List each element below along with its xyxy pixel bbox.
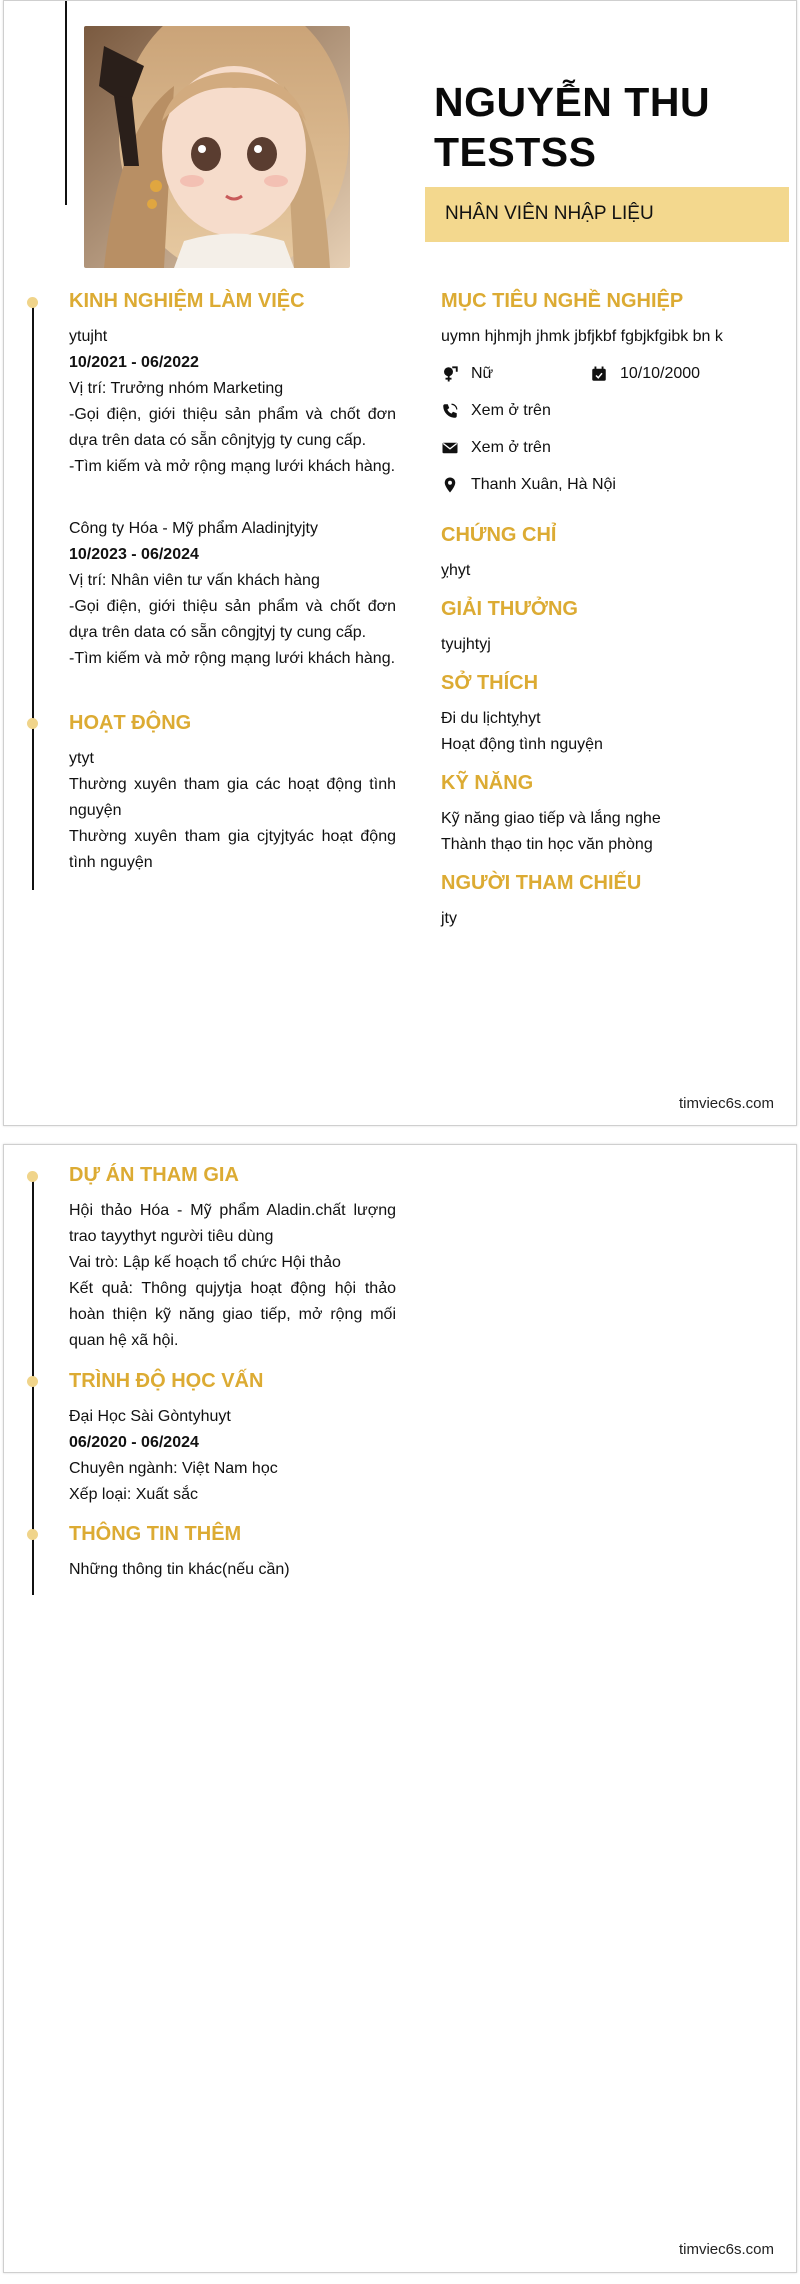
job-desc-line: -Tìm kiếm và mở rộng mạng lưới khách hàng.: [69, 650, 396, 667]
gender-value: Nữ: [471, 365, 494, 382]
skills-content: [441, 806, 781, 858]
footer-site: timviec6s.com: [678, 2241, 774, 2258]
birthday-value: 10/10/2000: [620, 365, 701, 382]
activity-line: Thường xuyên tham gia cjtyjtyác hoạt động tình nguyện: [69, 828, 396, 871]
education-content: [69, 1404, 396, 1508]
hobbies-heading: SỞ THÍCH: [441, 672, 539, 694]
company: ytujht: [69, 328, 108, 345]
email-icon: [441, 439, 459, 457]
extra-heading: THÔNG TIN THÊM: [69, 1523, 242, 1545]
references-heading: NGƯỜI THAM CHIẾU: [441, 872, 642, 894]
hobby-line: Hoạt động tình nguyện: [441, 736, 603, 753]
extra-text: Những thông tin khác(nếu cần): [69, 1561, 290, 1578]
footer-site: timviec6s.com: [678, 1095, 774, 1112]
candidate-name: NGUYỄN THU TESTSS: [434, 79, 711, 175]
cv-page-1: [3, 0, 797, 1126]
skill-line: Kỹ năng giao tiếp và lắng nghe: [441, 810, 661, 827]
awards-text: tyujhtyj: [441, 636, 491, 653]
job-desc-line: -Gọi điện, giới thiệu sản phẩm và chốt đơn dựa trên data có sẵn cônjtyjg ty cung cấp.: [69, 406, 396, 449]
rank: Xếp loại: Xuất sắc: [69, 1486, 198, 1503]
left-timeline: [32, 301, 34, 890]
project-line: Kết quả: Thông qujytja hoạt động hội thảo hoàn thiện kỹ năng giao tiếp, mở rộng mối quan hệ xã hội.: [69, 1280, 396, 1349]
job-desc-line: -Tìm kiếm và mở rộng mạng lưới khách hàng.: [69, 458, 396, 475]
activities-content: [69, 746, 396, 876]
avatar: [84, 26, 350, 268]
role: Vị trí: Nhân viên tư vấn khách hàng: [69, 572, 320, 589]
phone-row: [441, 402, 551, 420]
phone-value: Xem ở trên: [471, 402, 551, 419]
timeline-dot: [27, 1376, 38, 1387]
email-row: [441, 439, 551, 457]
phone-icon: [441, 402, 459, 420]
timeline-dot: [27, 1171, 38, 1182]
references-text: jty: [441, 910, 457, 927]
period: 10/2023 - 06/2024: [69, 546, 199, 563]
timeline-dot: [27, 718, 38, 729]
job-title-box: [425, 187, 789, 242]
job-desc-line: -Gọi điện, giới thiệu sản phẩm và chốt đơn dựa trên data có sẵn côngjtyj ty cung cấp.: [69, 598, 396, 641]
gender-row: [441, 365, 493, 383]
objective-heading: MỤC TIÊU NGHỀ NGHIỆP: [441, 290, 684, 312]
activities-heading: HOẠT ĐỘNG: [69, 712, 192, 734]
certificates-text: ỵhyt: [441, 562, 471, 579]
experience-heading: KINH NGHIỆM LÀM VIỆC: [69, 290, 305, 312]
awards-heading: GIẢI THƯỞNG: [441, 598, 578, 620]
period: 06/2020 - 06/2024: [69, 1434, 199, 1451]
school: Đại Học Sài Gòntyhuyt: [69, 1408, 231, 1425]
email-value: Xem ở trên: [471, 439, 551, 456]
objective-text: uymn hjhmjh jhmk jbfjkbf fgbjkfgibk bn k: [441, 328, 723, 345]
project-line: Vai trò: Lập kế hoạch tổ chức Hội thảo: [69, 1254, 341, 1271]
cv-page-2: [3, 1144, 797, 2273]
education-heading: TRÌNH ĐỘ HỌC VẤN: [69, 1370, 264, 1392]
address-row: [441, 476, 616, 494]
company: Công ty Hóa - Mỹ phẩm Aladinjtyjty: [69, 520, 318, 537]
period: 10/2021 - 06/2022: [69, 354, 199, 371]
address-value: Thanh Xuân, Hà Nội: [471, 476, 616, 493]
hobbies-content: [441, 706, 781, 758]
projects-heading: DỰ ÁN THAM GIA: [69, 1164, 239, 1186]
skills-heading: KỸ NĂNG: [441, 772, 534, 794]
calendar-icon: [590, 365, 608, 383]
activity-line: ytyt: [69, 750, 94, 767]
experience-entry-2: [69, 516, 396, 672]
gender-icon: [441, 365, 459, 383]
job-title: NHÂN VIÊN NHẬP LIỆU: [445, 203, 654, 224]
certificates-heading: CHỨNG CHỈ: [441, 524, 557, 546]
project-line: Hội thảo Hóa - Mỹ phẩm Aladin.chất lượng trao tayythyt người tiêu dùng: [69, 1202, 396, 1245]
experience-entry-1: [69, 324, 396, 480]
timeline-dot: [27, 1529, 38, 1540]
header-vertical-line: [65, 1, 67, 205]
projects-content: [69, 1198, 396, 1354]
role: Vị trí: Trưởng nhóm Marketing: [69, 380, 284, 397]
skill-line: Thành thạo tin học văn phòng: [441, 836, 653, 853]
activity-line: Thường xuyên tham gia các hoạt động tình nguyện: [69, 776, 396, 819]
location-icon: [441, 476, 459, 494]
major: Chuyên ngành: Việt Nam học: [69, 1460, 278, 1477]
timeline-dot: [27, 297, 38, 308]
birthday-row: [590, 365, 700, 383]
hobby-line: Đi du lịchtỵhyt: [441, 710, 541, 727]
